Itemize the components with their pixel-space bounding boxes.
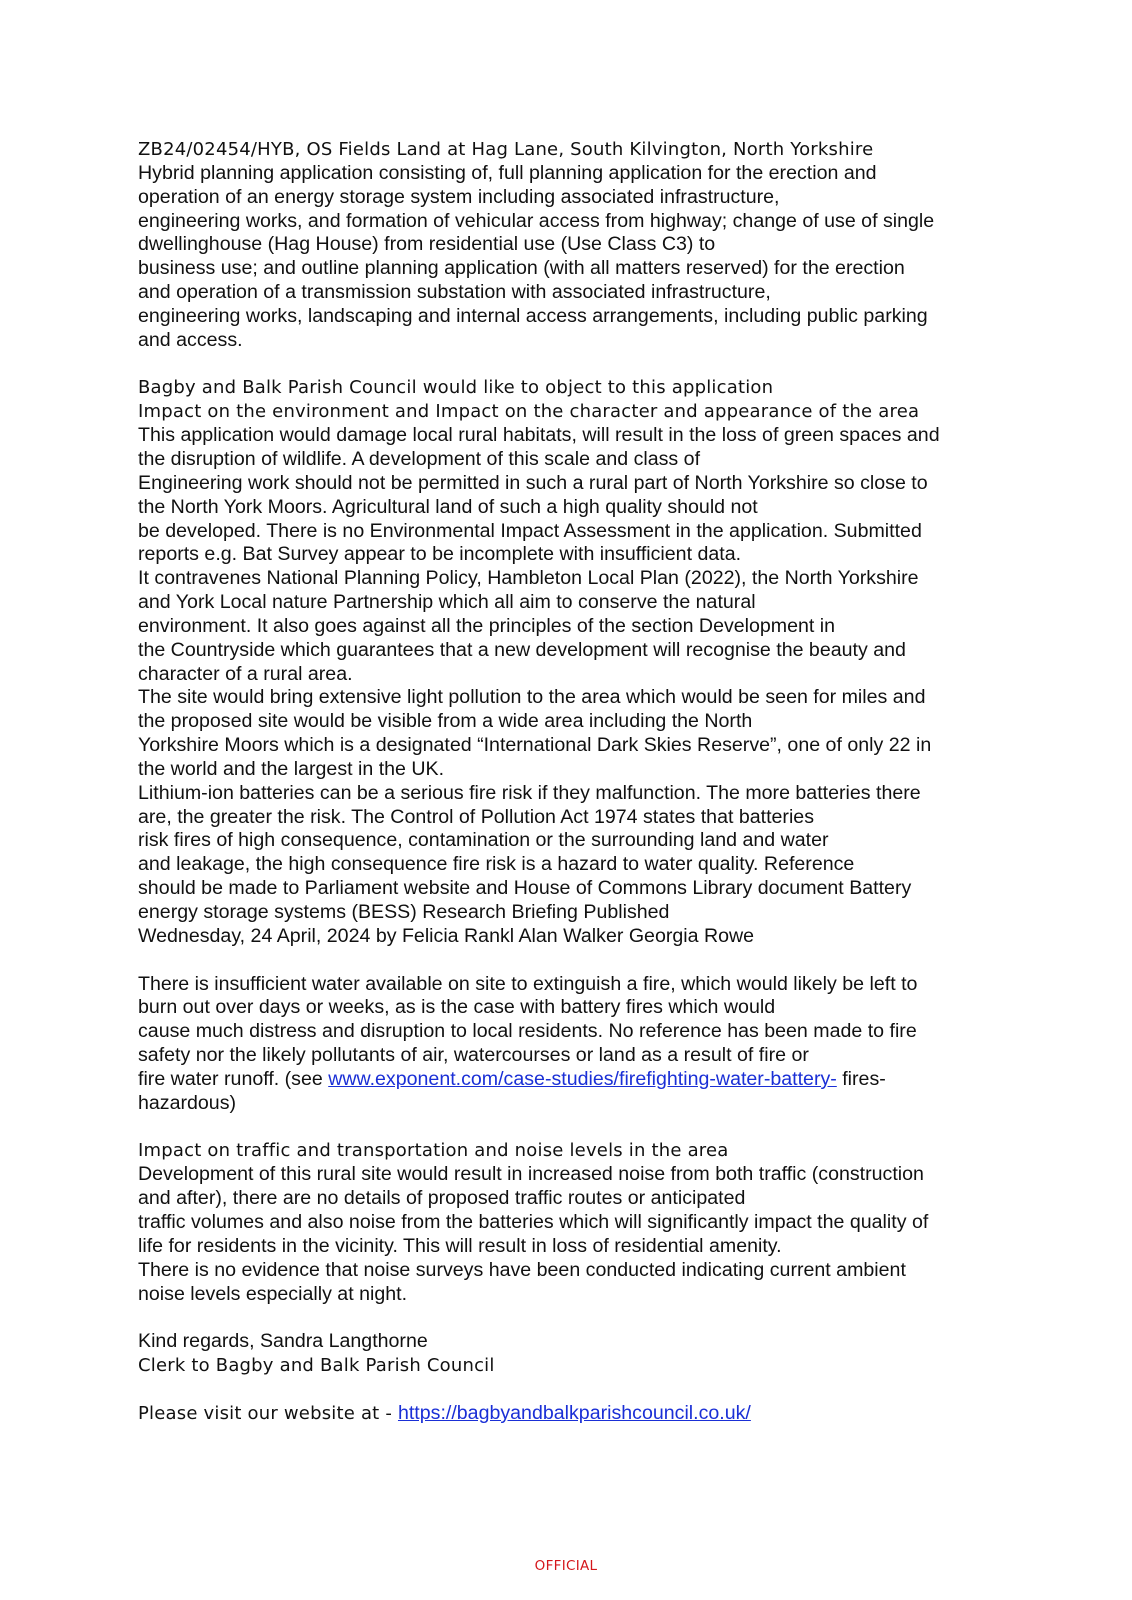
website-prefix: Please visit our website at - bbox=[138, 1402, 398, 1424]
environment-line: the proposed site would be visible from a wide area including the North bbox=[138, 710, 753, 733]
traffic-line: traffic volumes and also noise from the batteries which will significantly impact the quality of bbox=[138, 1210, 929, 1233]
website-line bbox=[138, 1402, 1068, 1426]
description-line: and operation of a transmission substation with associated infrastructure, bbox=[138, 281, 771, 304]
traffic-line: noise levels especially at night. bbox=[138, 1282, 408, 1305]
environment-line: environment. It also goes against all the principles of the section Development in bbox=[138, 614, 836, 637]
description-line: and access. bbox=[138, 328, 243, 351]
environment-line: energy storage systems (BESS) Research Briefing Published bbox=[138, 901, 670, 923]
environment-line: the North York Moors. Agricultural land of such a high quality should not bbox=[138, 495, 758, 518]
water-line: There is insufficient water available on site to extinguish a fire, which would likely be left to bbox=[138, 972, 918, 995]
environment-line: should be made to Parliament website and House of Commons Library document Battery bbox=[138, 877, 912, 900]
environment-line: Wednesday, 24 April, 2024 by Felicia Rankl Alan Walker Georgia Rowe bbox=[138, 924, 755, 947]
water-ref-continuation: hazardous) bbox=[138, 1091, 237, 1114]
application-description bbox=[138, 162, 1068, 353]
description-line: dwellinghouse (Hag House) from residential use (Use Class C3) to bbox=[138, 233, 716, 256]
spacer bbox=[138, 353, 1068, 377]
signoff: Kind regards, Sandra Langthorne bbox=[138, 1330, 428, 1353]
water-ref-suffix: fires- bbox=[836, 1067, 886, 1090]
signoff-role: Clerk to Bagby and Balk Parish Council bbox=[138, 1355, 495, 1377]
exponent-link[interactable]: www.exponent.com/case-studies/firefighting-water-battery- bbox=[328, 1067, 837, 1090]
environment-line: the Countryside which guarantees that a new development will recognise the beauty and bbox=[138, 638, 906, 661]
traffic-section bbox=[138, 1163, 1068, 1306]
environment-line: be developed. There is no Environmental Impact Assessment in the application. Submitted bbox=[138, 519, 922, 542]
environment-line: the disruption of wildlife. A development of this scale and class of bbox=[138, 447, 701, 470]
environment-heading: Impact on the environment and Impact on the character and appearance of the area bbox=[138, 401, 920, 423]
environment-section bbox=[138, 424, 1068, 949]
environment-line: Yorkshire Moors which is a designated “International Dark Skies Reserve”, one of only 22 in bbox=[138, 734, 932, 757]
traffic-heading: Impact on traffic and transportation and noise levels in the area bbox=[138, 1140, 729, 1162]
water-reference-line bbox=[138, 1068, 1068, 1092]
spacer bbox=[138, 1306, 1068, 1330]
classification-label: OFFICIAL bbox=[534, 1558, 598, 1574]
description-line: engineering works, and formation of vehicular access from highway; change of use of single bbox=[138, 209, 935, 232]
environment-line: character of a rural area. bbox=[138, 662, 353, 685]
water-line: cause much distress and disruption to local residents. No reference has been made to fire bbox=[138, 1020, 917, 1043]
environment-line: risk fires of high consequence, contamination or the surrounding land and water bbox=[138, 829, 829, 852]
objection-heading: Bagby and Balk Parish Council would like to object to this application bbox=[138, 377, 774, 399]
spacer bbox=[138, 1116, 1068, 1140]
description-line: business use; and outline planning application (with all matters reserved) for the erection bbox=[138, 257, 905, 280]
spacer bbox=[138, 949, 1068, 973]
description-line: Hybrid planning application consisting of, full planning application for the erection and bbox=[138, 161, 877, 184]
traffic-line: There is no evidence that noise surveys have been conducted indicating current ambient bbox=[138, 1258, 906, 1281]
environment-line: Engineering work should not be permitted in such a rural part of North Yorkshire so close to bbox=[138, 471, 928, 494]
application-header: ZB24/02454/HYB, OS Fields Land at Hag Lane, South Kilvington, North Yorkshire bbox=[138, 139, 874, 160]
description-line: operation of an energy storage system including associated infrastructure, bbox=[138, 185, 780, 208]
environment-line: are, the greater the risk. The Control of Pollution Act 1974 states that batteries bbox=[138, 805, 815, 828]
letter-body bbox=[138, 138, 1068, 1426]
environment-line: It contravenes National Planning Policy, Hambleton Local Plan (2022), the North Yorkshire bbox=[138, 567, 919, 590]
spacer bbox=[138, 1378, 1068, 1402]
environment-line: Lithium-ion batteries can be a serious fire risk if they malfunction. The more batteries there bbox=[138, 781, 921, 804]
environment-line: and leakage, the high consequence fire risk is a hazard to water quality. Reference bbox=[138, 853, 855, 876]
environment-line: This application would damage local rural habitats, will result in the loss of green spaces and bbox=[138, 424, 940, 447]
environment-line: reports e.g. Bat Survey appear to be incomplete with insufficient data. bbox=[138, 543, 742, 566]
environment-line: the world and the largest in the UK. bbox=[138, 757, 445, 780]
water-section bbox=[138, 973, 1068, 1116]
water-ref-prefix: fire water runoff. (see bbox=[138, 1067, 329, 1090]
environment-line: The site would bring extensive light pollution to the area which would be seen for miles and bbox=[138, 686, 926, 709]
traffic-line: Development of this rural site would result in increased noise from both traffic (construction bbox=[138, 1163, 924, 1186]
description-line: engineering works, landscaping and internal access arrangements, including public parking bbox=[138, 304, 928, 327]
website-link[interactable]: https://bagbyandbalkparishcouncil.co.uk/ bbox=[397, 1401, 751, 1424]
traffic-line: and after), there are no details of proposed traffic routes or anticipated bbox=[138, 1187, 746, 1210]
water-line: safety nor the likely pollutants of air, watercourses or land as a result of fire or bbox=[138, 1044, 809, 1067]
environment-line: and York Local nature Partnership which all aim to conserve the natural bbox=[138, 591, 756, 614]
water-line: burn out over days or weeks, as is the case with battery fires which would bbox=[138, 996, 776, 1019]
traffic-line: life for residents in the vicinity. This will result in loss of residential amenity. bbox=[138, 1234, 782, 1257]
